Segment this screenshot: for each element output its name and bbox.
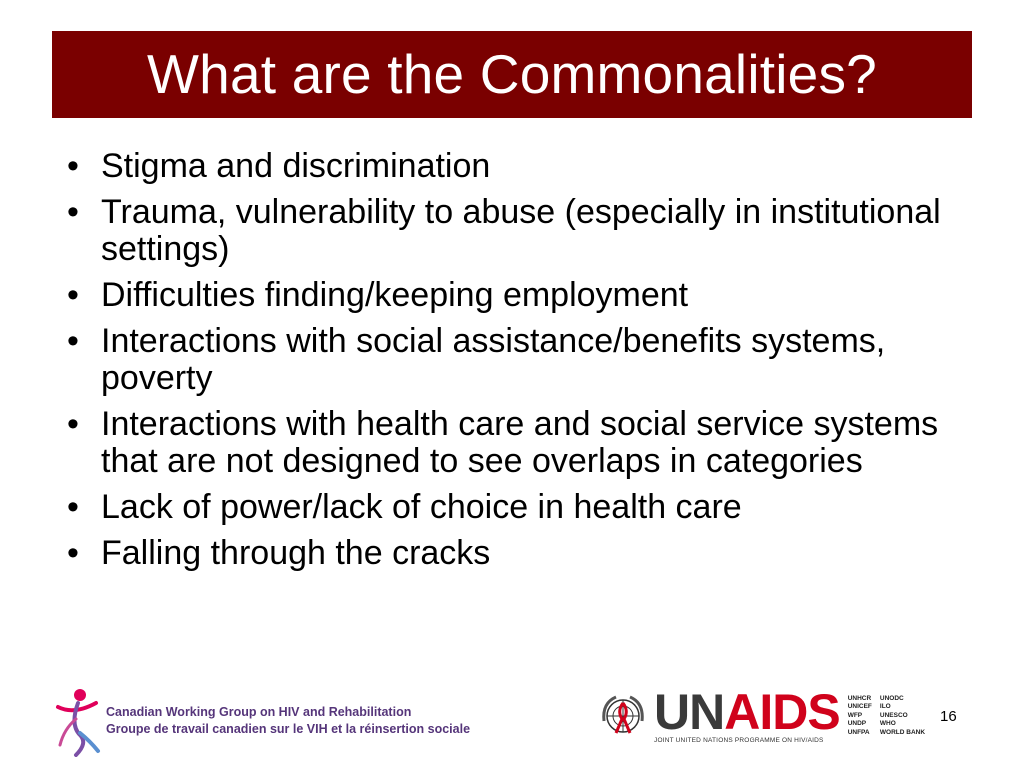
cosponsor-list [848, 695, 933, 738]
bullet-dot: • [67, 488, 79, 526]
cosponsor-name: UNESCO [879, 711, 908, 719]
title-bar [52, 31, 972, 118]
slide-title: What are the Commonalities? [147, 43, 877, 105]
bullet-text: Interactions with health care and social service systems that are not designed to see overlaps in categories [101, 405, 939, 480]
bullet-dot: • [67, 534, 79, 572]
cosponsor-name: WHO [879, 720, 896, 728]
bullet-dot: • [67, 405, 79, 443]
cosponsor-name: UNHCR [847, 694, 872, 702]
cwg-logo-block [50, 683, 470, 758]
page-number: 16 [940, 708, 957, 725]
bullet-dot: • [67, 193, 79, 231]
cosponsor-name: UNDP [847, 720, 867, 728]
cosponsor-name: UNODC [879, 694, 904, 702]
unaids-aids-text: AIDS [724, 683, 840, 740]
bullet-text: Stigma and discrimination [101, 147, 491, 185]
cwg-name-en: Canadian Working Group on HIV and Rehabilitation [106, 704, 412, 719]
cosponsor-name: UNICEF [847, 703, 872, 711]
bullet-text: Interactions with social assistance/benefits systems, poverty [101, 322, 886, 397]
bullet-dot: • [67, 322, 79, 360]
list-item [58, 323, 988, 397]
cwg-figure-logo [50, 685, 102, 757]
cosponsor-name: UNFPA [847, 728, 870, 736]
bullet-dot: • [67, 276, 79, 314]
cosponsor-name: WORLD BANK [879, 728, 926, 736]
cosponsor-column [880, 695, 925, 738]
list-item [58, 148, 988, 185]
unaids-logo-block [598, 683, 933, 746]
unaids-tagline: JOINT UNITED NATIONS PROGRAMME ON HIV/AIDS [654, 736, 824, 744]
cwg-name-fr: Groupe de travail canadien sur le VIH et la réinsertion sociale [106, 721, 471, 736]
list-item [58, 535, 988, 572]
cwg-text [106, 704, 470, 738]
bullet-text: Lack of power/lack of choice in health care [101, 488, 742, 526]
bullet-text: Falling through the cracks [101, 534, 491, 572]
cosponsor-name: WFP [847, 711, 863, 719]
unaids-wordmark [654, 683, 840, 744]
bullet-dot: • [67, 147, 79, 185]
bullet-text: Difficulties finding/keeping employment [101, 276, 689, 314]
list-item [58, 194, 988, 268]
bullet-text: Trauma, vulnerability to abuse (especially in institutional settings) [101, 193, 941, 268]
cosponsor-column [848, 695, 872, 738]
cosponsor-name: ILO [879, 703, 891, 711]
list-item [58, 406, 988, 480]
un-emblem-icon [598, 691, 648, 741]
list-item [58, 277, 988, 314]
bullet-list [58, 148, 988, 581]
unaids-un-text: UN [654, 683, 725, 740]
list-item [58, 489, 988, 526]
